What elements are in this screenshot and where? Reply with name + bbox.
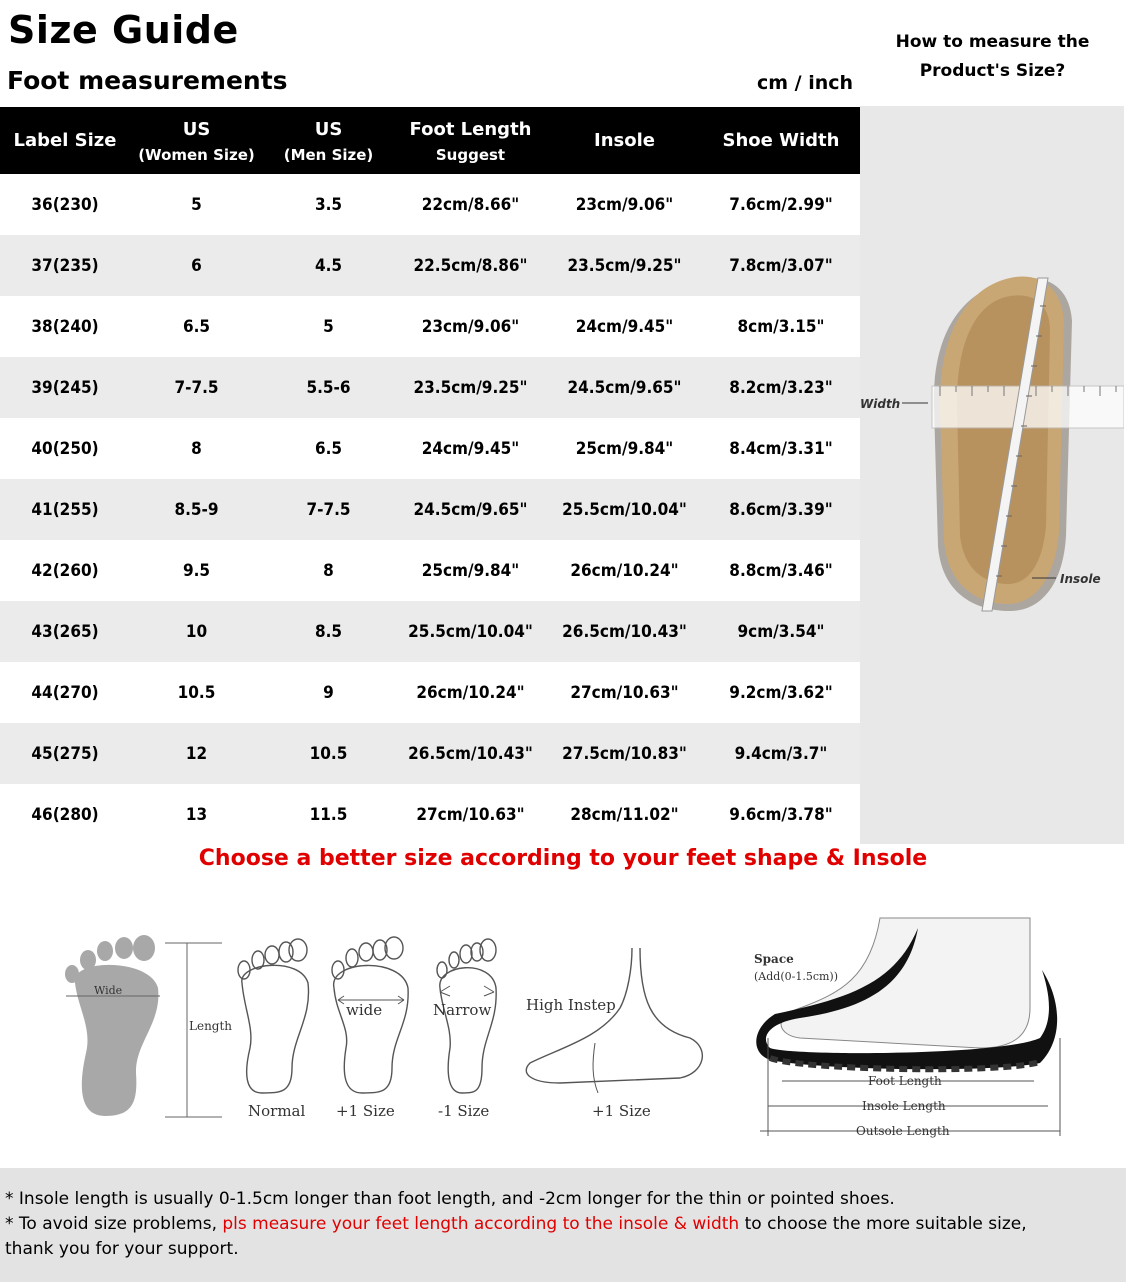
- table-cell: 23.5cm/9.25": [394, 357, 547, 418]
- table-cell: 37(235): [0, 235, 130, 296]
- table-row: [0, 723, 860, 784]
- table-cell: 9cm/3.54": [702, 601, 860, 662]
- note-line-2-prefix: * To avoid size problems,: [5, 1214, 223, 1234]
- foot-length-label: Foot Length: [868, 1074, 942, 1088]
- table-cell: 46(280): [0, 784, 130, 845]
- table-cell: 8.6cm/3.39": [702, 479, 860, 540]
- table-cell: 22cm/8.66": [394, 174, 547, 235]
- table-cell: 11.5: [263, 784, 394, 845]
- table-cell: 24.5cm/9.65": [547, 357, 702, 418]
- normal-label: Normal: [248, 1102, 306, 1120]
- table-cell: 9.6cm/3.78": [702, 784, 860, 845]
- table-row: [0, 418, 860, 479]
- table-row: [0, 662, 860, 723]
- table-cell: 43(265): [0, 601, 130, 662]
- table-cell: 8cm/3.15": [702, 296, 860, 357]
- table-cell: 42(260): [0, 540, 130, 601]
- feet-shape-diagram: [0, 888, 1126, 1166]
- table-cell: 27cm/10.63": [547, 662, 702, 723]
- table-cell: 7-7.5: [130, 357, 263, 418]
- table-cell: 39(245): [0, 357, 130, 418]
- table-cell: 6.5: [263, 418, 394, 479]
- width-label: Width: [860, 397, 901, 411]
- table-cell: 8.8cm/3.46": [702, 540, 860, 601]
- how-to-line-2: Product's Size?: [919, 61, 1066, 81]
- table-cell: 38(240): [0, 296, 130, 357]
- sandal-measure-panel: [860, 106, 1124, 844]
- sandal-measure-illustration: [860, 106, 1124, 844]
- table-row: [0, 357, 860, 418]
- table-cell: 5: [130, 174, 263, 235]
- section-title: Foot measurements: [7, 66, 288, 95]
- table-cell: 10: [130, 601, 263, 662]
- table-cell: 26.5cm/10.43": [394, 723, 547, 784]
- table-cell: 8.5-9: [130, 479, 263, 540]
- table-cell: 25.5cm/10.04": [547, 479, 702, 540]
- note-line-2-highlight: pls measure your feet length according to the insole & width: [222, 1214, 740, 1234]
- table-cell: 4.5: [263, 235, 394, 296]
- table-cell: 10.5: [130, 662, 263, 723]
- table-cell: 9.2cm/3.62": [702, 662, 860, 723]
- table-cell: 45(275): [0, 723, 130, 784]
- note-line-2: [5, 1214, 1027, 1234]
- table-cell: 44(270): [0, 662, 130, 723]
- page-title: Size Guide: [8, 8, 239, 52]
- insole-length-label: Insole Length: [862, 1099, 946, 1113]
- plus-one-size-label-instep: +1 Size: [592, 1102, 651, 1120]
- table-cell: 24cm/9.45": [547, 296, 702, 357]
- high-instep-foot-icon: [526, 948, 702, 1093]
- foot-footprint-icon: [65, 935, 160, 1116]
- table-row: [0, 479, 860, 540]
- table-cell: 7.8cm/3.07": [702, 235, 860, 296]
- note-line-3: thank you for your support.: [5, 1239, 239, 1259]
- table-row: [0, 235, 860, 296]
- table-cell: 23.5cm/9.25": [547, 235, 702, 296]
- header-us-women: US (Women Size): [130, 107, 263, 174]
- outsole-length-label: Outsole Length: [856, 1124, 950, 1138]
- how-to-line-1: How to measure the: [895, 32, 1090, 52]
- choose-size-banner: Choose a better size according to your feet shape & Insole: [198, 846, 928, 871]
- table-cell: 5.5-6: [263, 357, 394, 418]
- table-cell: 8.4cm/3.31": [702, 418, 860, 479]
- table-cell: 28cm/11.02": [547, 784, 702, 845]
- how-to-measure-heading: [880, 28, 1105, 86]
- table-cell: 25.5cm/10.04": [394, 601, 547, 662]
- header-us-men: US (Men Size): [263, 107, 394, 174]
- note-line-2-suffix: to choose the more suitable size,: [739, 1214, 1027, 1234]
- table-cell: 25cm/9.84": [394, 540, 547, 601]
- notes-panel: [0, 1168, 1126, 1282]
- space-label: Space: [754, 952, 794, 966]
- table-cell: 26.5cm/10.43": [547, 601, 702, 662]
- table-cell: 24cm/9.45": [394, 418, 547, 479]
- table-cell: 9: [263, 662, 394, 723]
- table-cell: 8.5: [263, 601, 394, 662]
- table-cell: 8: [263, 540, 394, 601]
- header-foot-length: Foot Length Suggest: [394, 107, 547, 174]
- table-cell: 40(250): [0, 418, 130, 479]
- table-cell: 12: [130, 723, 263, 784]
- length-label: Length: [189, 1019, 233, 1033]
- header-label-size: Label Size: [0, 107, 130, 174]
- table-row: [0, 784, 860, 845]
- feet-illustration: [0, 888, 1126, 1166]
- table-cell: 10.5: [263, 723, 394, 784]
- table-cell: 6: [130, 235, 263, 296]
- plus-one-size-label: +1 Size: [336, 1102, 395, 1120]
- table-cell: 3.5: [263, 174, 394, 235]
- table-cell: 36(230): [0, 174, 130, 235]
- table-cell: 6.5: [130, 296, 263, 357]
- table-row: [0, 540, 860, 601]
- table-cell: 24.5cm/9.65": [394, 479, 547, 540]
- normal-foot-icon: [238, 939, 309, 1093]
- table-header-row: [0, 107, 860, 174]
- note-line-1: * Insole length is usually 0-1.5cm longer than foot length, and -2cm longer for the thin or pointed shoes.: [5, 1189, 895, 1209]
- narrow-label: Narrow: [433, 1001, 492, 1019]
- table-row: [0, 601, 860, 662]
- table-cell: 5: [263, 296, 394, 357]
- table-cell: 23cm/9.06": [394, 296, 547, 357]
- table-cell: 9.5: [130, 540, 263, 601]
- size-table: [0, 107, 860, 845]
- table-cell: 9.4cm/3.7": [702, 723, 860, 784]
- table-cell: 8: [130, 418, 263, 479]
- table-cell: 26cm/10.24": [547, 540, 702, 601]
- shoe-cross-section-icon: [756, 918, 1057, 1069]
- table-cell: 7-7.5: [263, 479, 394, 540]
- table-cell: 8.2cm/3.23": [702, 357, 860, 418]
- wide-label: Wide: [94, 984, 123, 997]
- table-cell: 27.5cm/10.83": [547, 723, 702, 784]
- space-add-label: (Add(0-1.5cm)): [754, 970, 838, 983]
- header-shoe-width: Shoe Width: [702, 107, 860, 174]
- table-row: [0, 174, 860, 235]
- table-cell: 27cm/10.63": [394, 784, 547, 845]
- table-cell: 41(255): [0, 479, 130, 540]
- table-cell: 22.5cm/8.86": [394, 235, 547, 296]
- insole-label: Insole: [1060, 572, 1101, 586]
- table-cell: 26cm/10.24": [394, 662, 547, 723]
- table-cell: 25cm/9.84": [547, 418, 702, 479]
- table-cell: 7.6cm/2.99": [702, 174, 860, 235]
- units-label: cm / inch: [757, 72, 854, 94]
- high-instep-label: High Instep: [526, 996, 616, 1014]
- table-row: [0, 296, 860, 357]
- table-cell: 13: [130, 784, 263, 845]
- header-insole: Insole: [547, 107, 702, 174]
- wide-foot-label: wide: [346, 1001, 383, 1019]
- table-cell: 23cm/9.06": [547, 174, 702, 235]
- minus-one-size-label: -1 Size: [438, 1102, 490, 1120]
